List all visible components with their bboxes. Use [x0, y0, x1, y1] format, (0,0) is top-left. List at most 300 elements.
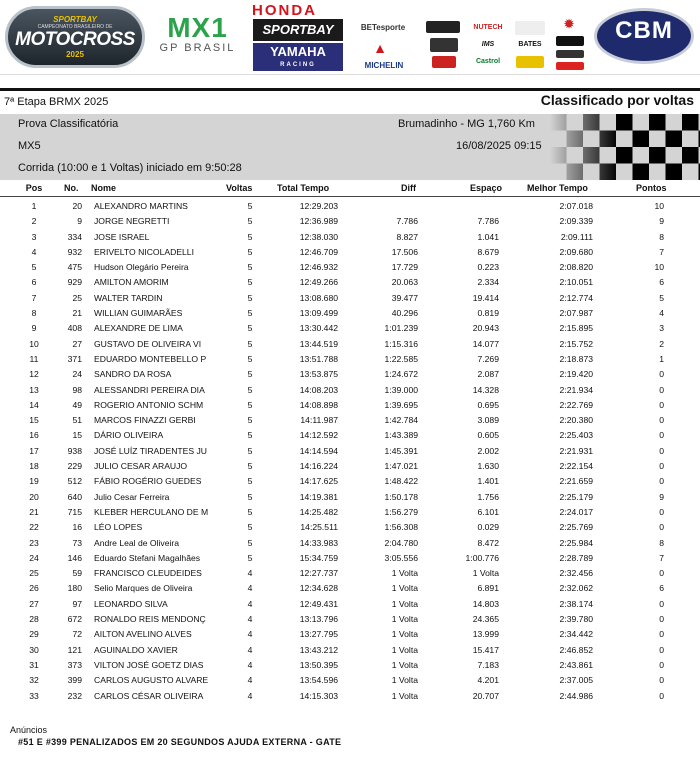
cell-points: 0	[659, 690, 664, 701]
race-status: Corrida (10:00 e 1 Voltas) iniciado em 9:50:28	[18, 162, 242, 174]
cell-gap: 2.087	[477, 369, 499, 380]
cell-name: WILLIAN GUIMARÃES	[94, 308, 183, 319]
cell-best-time: 2:25.179	[559, 491, 593, 502]
table-row	[0, 367, 700, 382]
cell-diff: 17.729	[391, 262, 418, 273]
cell-gap: 1.756	[477, 491, 499, 502]
cell-number: 27	[72, 338, 82, 349]
cell-laps: 5	[247, 231, 253, 242]
cell-number: 373	[67, 659, 82, 670]
cell-diff: 1:47.021	[384, 461, 418, 472]
cell-number: 72	[72, 629, 82, 640]
header-pos: Pos	[25, 183, 43, 193]
cell-points: 0	[659, 476, 664, 487]
cell-diff: 1:48.422	[384, 476, 418, 487]
cell-laps: 5	[247, 537, 253, 548]
cell-diff: 1 Volta	[391, 598, 418, 609]
cell-number: 25	[72, 292, 82, 303]
event-name: 7ª Etapa BRMX 2025	[4, 96, 109, 108]
cell-pos: 1	[31, 201, 37, 211]
cell-pos: 23	[29, 537, 39, 548]
cell-laps: 5	[247, 369, 253, 380]
table-row	[0, 383, 700, 398]
cell-laps: 5	[247, 506, 253, 517]
cell-name: ROGERIO ANTONIO SCHM	[94, 399, 204, 410]
cell-best-time: 2:32.062	[559, 583, 593, 594]
cell-name: ALEXANDRE DE LIMA	[94, 323, 183, 334]
bates-logo: BATES	[518, 41, 542, 48]
cell-name: LEONARDO SILVA	[94, 598, 168, 609]
table-row	[0, 581, 700, 596]
warning-triangle-icon: ▲	[373, 40, 387, 56]
cell-total-time: 14:19.381	[299, 491, 338, 502]
sponsor-tile: ✹	[563, 17, 575, 31]
cell-best-time: 2:07.018	[559, 201, 593, 211]
table-row	[0, 245, 700, 260]
cell-name: KLEBER HERCULANO DE M	[94, 506, 209, 517]
cell-best-time: 2:43.861	[559, 659, 593, 670]
sportbay-logo: SPORTBAY	[253, 19, 343, 41]
cell-best-time: 2:21.934	[559, 384, 593, 395]
cell-gap: 24.365	[472, 614, 499, 625]
cell-best-time: 2:18.873	[559, 353, 593, 364]
cell-best-time: 2:46.852	[559, 644, 593, 655]
castrol-logo: Castrol	[475, 58, 501, 65]
cell-diff: 20.063	[391, 277, 418, 288]
cell-number: 929	[67, 277, 82, 288]
cell-total-time: 14:25.511	[300, 522, 338, 533]
table-row	[0, 306, 700, 321]
header-laps: Voltas	[226, 183, 253, 193]
cell-best-time: 2:22.154	[559, 461, 593, 472]
cell-best-time: 2:09.339	[559, 216, 593, 227]
cell-gap: 8.679	[477, 246, 499, 257]
table-row	[0, 230, 700, 245]
header-name: Nome	[91, 183, 117, 193]
cell-number: 59	[72, 568, 82, 579]
header-best-time: Melhor Tempo	[527, 183, 588, 193]
cell-laps: 5	[247, 522, 253, 533]
cell-pos: 3	[31, 231, 37, 242]
race-category: MX5	[18, 140, 41, 152]
cell-points: 1	[659, 353, 664, 364]
cell-points: 0	[659, 415, 664, 426]
cell-pos: 32	[29, 675, 39, 686]
table-row	[0, 199, 700, 214]
yamaha-logo	[253, 43, 343, 71]
cell-number: 371	[67, 353, 82, 364]
cell-name: Julio Cesar Ferreira	[94, 491, 170, 502]
cell-points: 8	[659, 537, 664, 548]
cell-laps: 5	[247, 399, 253, 410]
cell-diff: 1 Volta	[391, 629, 418, 640]
table-row	[0, 612, 700, 627]
cell-pos: 4	[31, 246, 37, 257]
table-row	[0, 413, 700, 428]
logo-line: SPORTBAY	[53, 15, 97, 24]
cell-pos: 6	[31, 277, 37, 288]
cell-pos: 26	[29, 583, 39, 594]
cell-pos: 33	[29, 690, 39, 701]
report-title: Classificado por voltas	[540, 92, 694, 108]
cell-laps: 4	[247, 675, 253, 686]
cell-diff: 1:43.389	[384, 430, 418, 441]
cell-number: 408	[67, 323, 82, 334]
cell-pos: 18	[29, 461, 39, 472]
table-row	[0, 291, 700, 306]
cell-number: 640	[67, 491, 82, 502]
cell-number: 932	[67, 246, 82, 257]
cell-points: 0	[659, 568, 664, 579]
cell-points: 0	[659, 659, 664, 670]
header-points: Pontos	[636, 183, 667, 193]
cell-number: 334	[67, 231, 82, 242]
cell-total-time: 14:08.203	[299, 384, 338, 395]
cell-total-time: 13:30.442	[299, 323, 338, 334]
cell-name: FRANCISCO CLEUDEIDES	[94, 568, 202, 579]
cell-diff: 7.786	[396, 216, 418, 227]
cell-total-time: 13:44.519	[299, 338, 338, 349]
cell-name: AMILTON AMORIM	[94, 277, 169, 288]
cell-number: 512	[67, 476, 82, 487]
cell-number: 399	[67, 675, 82, 686]
cell-points: 6	[659, 583, 664, 594]
cell-points: 8	[659, 231, 664, 242]
cell-name: AILTON AVELINO ALVES	[94, 629, 192, 640]
logo-line: MOTOCROSS	[15, 29, 135, 50]
cell-name: CARLOS CÉSAR OLIVEIRA	[94, 690, 204, 701]
cell-total-time: 12:46.709	[299, 246, 338, 257]
sponsor-tile	[516, 56, 544, 68]
cell-laps: 4	[247, 614, 253, 625]
event-header	[0, 88, 700, 114]
logo-line: CAMPEONATO BRASILEIRO DE	[37, 24, 113, 30]
cell-name: GUSTAVO DE OLIVEIRA VI	[94, 338, 202, 349]
cell-pos: 15	[29, 415, 39, 426]
logo-line: 2025	[66, 50, 84, 59]
cell-name: LÉO LOPES	[94, 522, 143, 533]
cell-diff: 1 Volta	[391, 568, 418, 579]
cell-name: Eduardo Stefani Magalhães	[94, 552, 201, 563]
cell-diff: 1 Volta	[391, 644, 418, 655]
cell-points: 0	[659, 629, 664, 640]
table-row	[0, 520, 700, 535]
cell-points: 0	[659, 445, 664, 456]
cell-name: JORGE NEGRETTI	[94, 216, 170, 227]
cell-best-time: 2:44.986	[559, 690, 593, 701]
cell-laps: 4	[247, 690, 253, 701]
header-gap: Espaço	[470, 183, 503, 193]
race-name: Prova Classificatória	[18, 118, 119, 130]
cell-best-time: 2:19.420	[559, 369, 593, 380]
sponsor-tile	[556, 50, 584, 58]
cell-name: ALESSANDRI PEREIRA DIA	[94, 384, 205, 395]
nutech-logo: NUTECH	[473, 24, 503, 31]
table-row	[0, 275, 700, 290]
cell-pos: 25	[29, 568, 39, 579]
cell-points: 10	[654, 262, 664, 273]
cell-laps: 5	[247, 415, 253, 426]
cell-laps: 5	[247, 461, 253, 472]
cell-points: 6	[659, 277, 664, 288]
cell-laps: 5	[247, 491, 253, 502]
sponsor-tile	[432, 56, 456, 68]
cell-total-time: 14:17.625	[299, 476, 338, 487]
cell-total-time: 14:12.592	[299, 430, 338, 441]
announcement-text: #51 E #399 PENALIZADOS EM 20 SEGUNDOS AJUDA EXTERNA - GATE	[18, 737, 342, 747]
cell-diff: 1 Volta	[391, 690, 418, 701]
logo-main: YAMAHA	[270, 44, 326, 59]
cell-number: 121	[67, 644, 82, 655]
cell-pos: 11	[29, 353, 39, 364]
table-row	[0, 459, 700, 474]
cell-diff: 1:39.695	[384, 399, 418, 410]
cell-gap: 7.786	[477, 216, 499, 227]
cell-diff: 1 Volta	[391, 614, 418, 625]
cell-pos: 20	[29, 491, 39, 502]
cell-pos: 30	[29, 644, 39, 655]
sponsor-tile	[556, 62, 584, 70]
header-total-time: Total Tempo	[277, 183, 330, 193]
sponsor-tile	[430, 38, 458, 52]
cell-points: 0	[659, 369, 664, 380]
cell-laps: 5	[247, 246, 253, 257]
cell-name: JOSE ISRAEL	[94, 231, 150, 242]
table-row	[0, 352, 700, 367]
cell-total-time: 14:25.482	[299, 506, 338, 517]
cell-points: 0	[659, 614, 664, 625]
cell-diff: 1:45.391	[384, 445, 418, 456]
cell-laps: 5	[247, 353, 253, 364]
cell-number: 715	[67, 506, 82, 517]
cell-diff: 1:56.308	[384, 522, 418, 533]
cell-total-time: 12:29.203	[299, 201, 338, 211]
cell-best-time: 2:24.017	[559, 506, 593, 517]
cell-gap: 4.201	[477, 675, 499, 686]
cell-total-time: 12:27.737	[299, 568, 338, 579]
cell-diff: 1 Volta	[391, 583, 418, 594]
race-datetime: 16/08/2025 09:15	[456, 140, 542, 152]
cell-total-time: 14:14.594	[299, 445, 338, 456]
betesporte-logo: BETesporte	[360, 23, 406, 32]
cell-laps: 5	[247, 445, 253, 456]
table-row	[0, 474, 700, 489]
cell-points: 0	[659, 675, 664, 686]
cell-best-time: 2:37.005	[559, 675, 593, 686]
cell-best-time: 2:21.931	[559, 445, 593, 456]
cell-number: 672	[67, 614, 82, 625]
announcements-label: Anúncios	[10, 725, 48, 735]
cell-gap: 1.041	[477, 231, 499, 242]
cell-best-time: 2:38.174	[559, 598, 593, 609]
cell-best-time: 2:25.984	[559, 537, 593, 548]
cell-gap: 20.707	[472, 690, 499, 701]
cell-best-time: 2:21.659	[559, 476, 593, 487]
cell-points: 7	[659, 246, 664, 257]
cell-points: 9	[659, 216, 664, 227]
table-row	[0, 505, 700, 520]
cell-gap: 14.328	[472, 384, 499, 395]
cell-number: 51	[72, 415, 82, 426]
cell-total-time: 13:51.788	[299, 353, 338, 364]
cell-total-time: 14:08.898	[299, 399, 338, 410]
table-row	[0, 597, 700, 612]
cell-number: 98	[72, 384, 82, 395]
cell-points: 2	[659, 338, 664, 349]
cell-laps: 5	[247, 552, 253, 563]
cell-total-time: 12:49.266	[299, 277, 338, 288]
cell-total-time: 12:49.431	[299, 598, 338, 609]
cell-total-time: 13:53.875	[299, 369, 338, 380]
cell-pos: 5	[31, 262, 37, 273]
cell-number: 20	[72, 201, 82, 211]
results-table-body	[0, 199, 700, 704]
cell-pos: 2	[31, 216, 37, 227]
cell-best-time: 2:10.051	[559, 277, 593, 288]
sponsor-tile	[426, 21, 460, 33]
cell-diff: 1:22.585	[384, 353, 418, 364]
cell-gap: 2.002	[477, 445, 499, 456]
cell-diff: 40.296	[391, 308, 418, 319]
cell-total-time: 13:13.796	[299, 614, 338, 625]
cell-points: 0	[659, 384, 664, 395]
cell-number: 15	[72, 430, 82, 441]
table-row	[0, 536, 700, 551]
table-header	[0, 183, 700, 197]
cell-gap: 8.472	[477, 537, 499, 548]
cell-diff: 1:01.239	[384, 323, 418, 334]
cell-total-time: 14:11.987	[300, 415, 338, 426]
cell-diff: 1:56.279	[384, 506, 418, 517]
cell-pos: 27	[29, 598, 39, 609]
cell-total-time: 13:50.395	[299, 659, 338, 670]
cell-pos: 13	[29, 384, 39, 395]
cell-gap: 20.943	[472, 323, 499, 334]
cell-gap: 15.417	[472, 644, 499, 655]
cell-laps: 5	[247, 216, 253, 227]
cell-number: 232	[67, 690, 82, 701]
cell-number: 21	[72, 308, 82, 319]
cell-points: 7	[659, 552, 664, 563]
cell-gap: 0.029	[477, 522, 499, 533]
cell-number: 938	[67, 445, 82, 456]
cell-laps: 5	[247, 430, 253, 441]
table-row	[0, 428, 700, 443]
cell-diff: 1 Volta	[391, 675, 418, 686]
cell-best-time: 2:09.111	[560, 231, 593, 242]
cell-number: 229	[67, 461, 82, 472]
cell-total-time: 14:15.303	[299, 690, 338, 701]
cell-diff: 2:04.780	[384, 537, 418, 548]
cell-name: DÁRIO OLIVEIRA	[94, 430, 164, 441]
cell-name: RONALDO REIS MENDONÇ	[94, 614, 206, 625]
cell-total-time: 13:09.499	[299, 308, 338, 319]
cell-total-time: 13:54.596	[299, 675, 338, 686]
cell-pos: 17	[29, 445, 39, 456]
cell-name: Selio Marques de Oliveira	[94, 583, 193, 594]
cell-best-time: 2:09.680	[559, 246, 593, 257]
cbm-logo	[594, 8, 694, 64]
cell-gap: 0.695	[477, 399, 499, 410]
cell-pos: 24	[29, 552, 39, 563]
cell-laps: 5	[247, 323, 253, 334]
cell-best-time: 2:34.442	[559, 629, 593, 640]
cell-laps: 4	[247, 583, 253, 594]
cell-gap: 1:00.776	[465, 552, 499, 563]
cell-gap: 14.803	[472, 598, 499, 609]
cell-laps: 4	[247, 629, 253, 640]
cell-pos: 22	[29, 522, 39, 533]
cell-number: 146	[67, 552, 82, 563]
cell-total-time: 12:46.932	[299, 262, 338, 273]
table-row	[0, 260, 700, 275]
motocross-championship-logo	[5, 6, 145, 68]
cell-diff: 1:50.178	[384, 491, 418, 502]
table-row	[0, 566, 700, 581]
michelin-logo: MICHELIN	[364, 61, 404, 70]
cell-gap: 14.077	[472, 338, 499, 349]
cell-number: 73	[72, 537, 82, 548]
cell-laps: 5	[247, 308, 253, 319]
cell-number: 16	[72, 522, 82, 533]
cell-pos: 29	[29, 629, 39, 640]
logo-sub: RACING	[280, 62, 316, 68]
cell-laps: 5	[247, 338, 253, 349]
cell-gap: 6.891	[477, 583, 499, 594]
cell-points: 0	[659, 644, 664, 655]
cell-pos: 31	[29, 659, 39, 670]
cell-total-time: 12:36.989	[299, 216, 338, 227]
cell-pos: 28	[29, 614, 39, 625]
sponsor-banner	[0, 0, 700, 75]
cell-points: 3	[659, 323, 664, 334]
cell-pos: 8	[31, 308, 37, 319]
cell-best-time: 2:22.769	[559, 399, 593, 410]
table-row	[0, 627, 700, 642]
cell-name: AGUINALDO XAVIER	[94, 644, 178, 655]
table-row	[0, 444, 700, 459]
table-row	[0, 490, 700, 505]
cell-gap: 0.605	[477, 430, 499, 441]
cell-number: 180	[67, 583, 82, 594]
cell-name: ALEXANDRO MARTINS	[94, 201, 188, 211]
honda-logo: HONDA	[252, 2, 317, 19]
cell-total-time: 12:34.628	[299, 583, 338, 594]
cell-points: 5	[659, 292, 664, 303]
cell-gap: 19.414	[472, 292, 499, 303]
cell-diff: 8.827	[396, 231, 418, 242]
cell-name: MARCOS FINAZZI GERBI	[94, 415, 196, 426]
cell-points: 0	[659, 430, 664, 441]
cell-best-time: 2:39.780	[559, 614, 593, 625]
table-row	[0, 643, 700, 658]
cell-best-time: 2:25.769	[559, 522, 593, 533]
logo-main: CBM	[615, 17, 673, 44]
sponsor-tile	[556, 36, 584, 46]
cell-laps: 5	[247, 201, 253, 211]
cell-points: 0	[659, 522, 664, 533]
cell-laps: 4	[247, 598, 253, 609]
cell-number: 9	[77, 216, 82, 227]
cell-number: 97	[72, 598, 82, 609]
cell-name: ERIVELTO NICOLADELLI	[94, 246, 194, 257]
cell-best-time: 2:08.820	[559, 262, 593, 273]
checkered-flag-icon	[550, 114, 700, 180]
cell-gap: 0.223	[477, 262, 499, 273]
cell-gap: 1.401	[477, 476, 499, 487]
logo-sub: GP BRASIL	[159, 42, 236, 54]
cell-laps: 5	[247, 476, 253, 487]
